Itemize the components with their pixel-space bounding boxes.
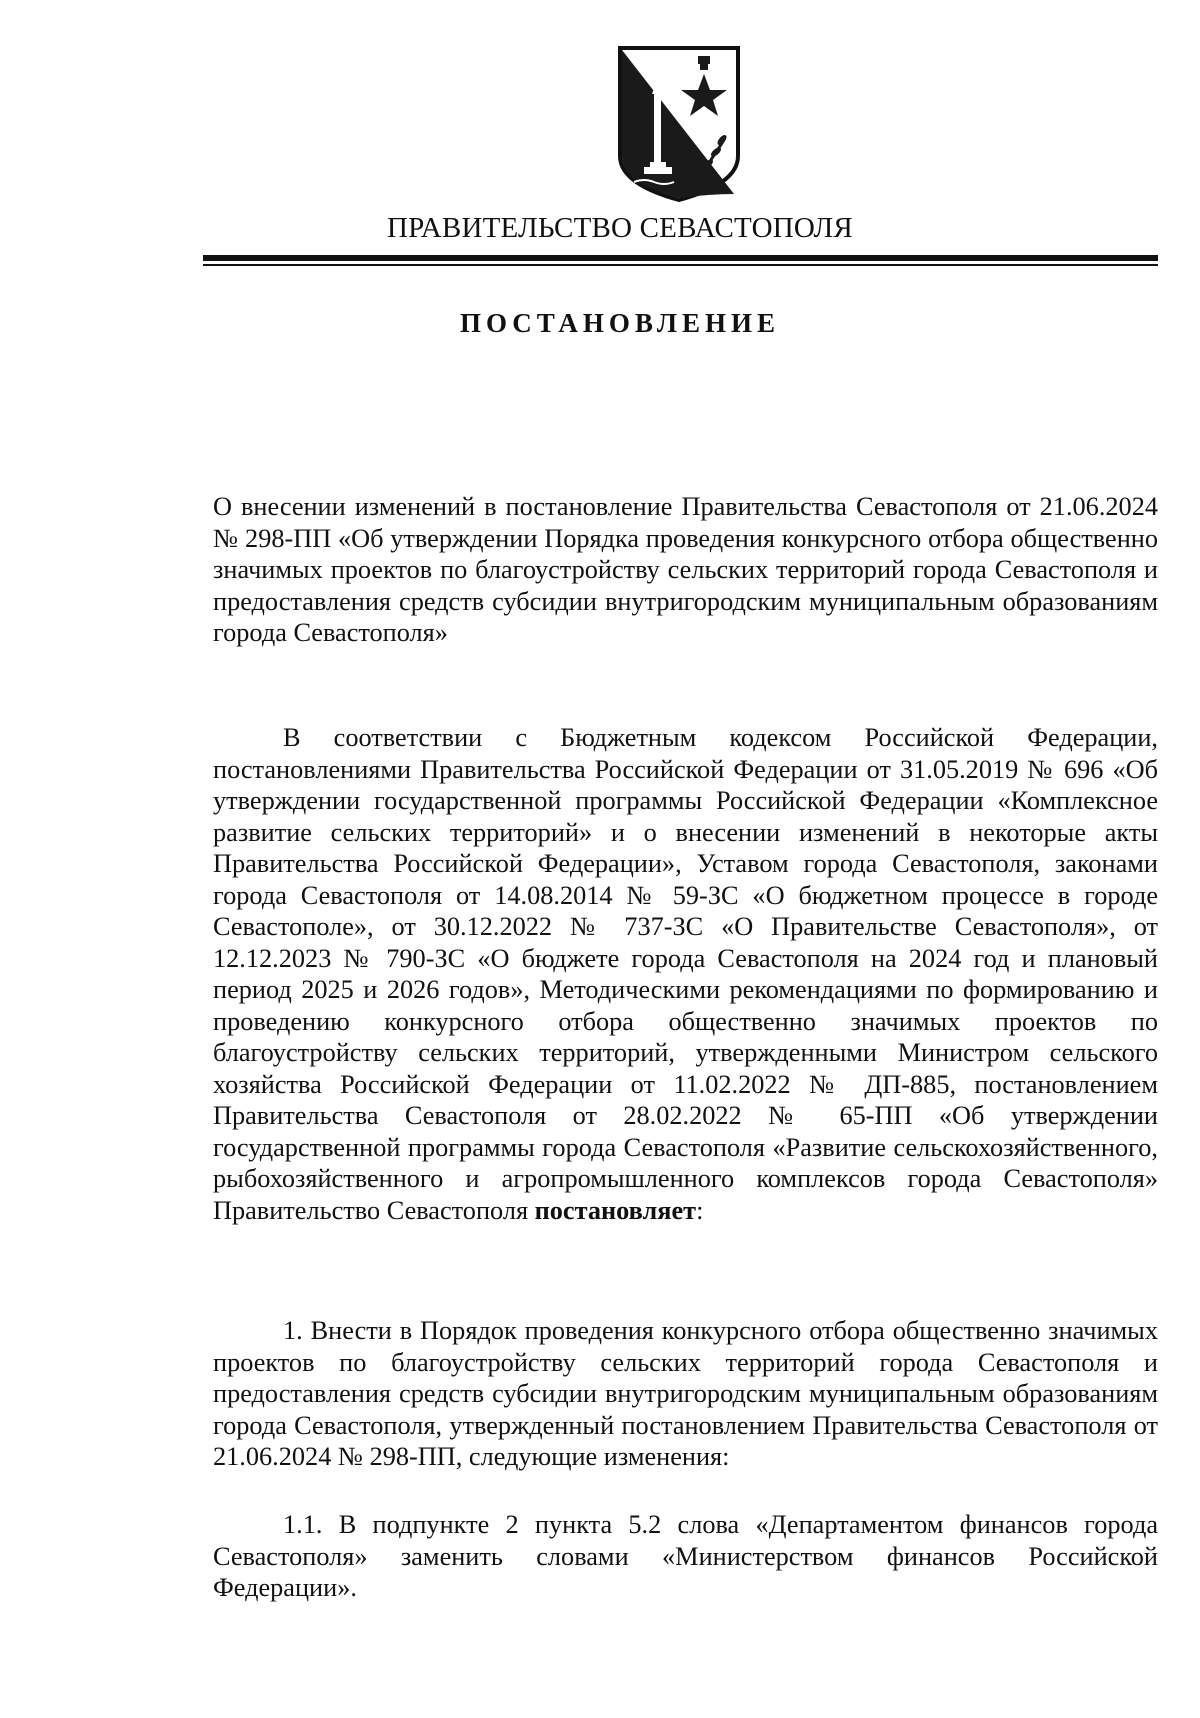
header-divider-thin bbox=[203, 264, 1158, 266]
decree-punct: : bbox=[696, 1195, 704, 1225]
document-type: ПОСТАНОВЛЕНИЕ bbox=[459, 308, 781, 338]
header-divider-thick bbox=[203, 255, 1158, 261]
item-1: 1. Внести в Порядок проведения конкурсного отбора общественно значимых проектов по благоустройству сельских территорий города Севастополя и предоставления средств субсидии внутригородским муниципальным образованиям города Севастополя, утвержденный постановлением Правительства Севастополя от 21.06.2024 № 298-ПП, следующие изменения: bbox=[213, 1316, 1158, 1471]
document-title: О внесении изменений в постановление Правительства Севастополя от 21.06.2024 № 298-ПП «Об утверждении Порядка проведения конкурсного отбора общественно значимых проектов по благоустройству сельских территорий города Севастополя и предоставления средств субсидии внутригородским муниципальным образованиям города Севастополя» bbox=[213, 492, 1158, 647]
preamble-text: В соответствии с Бюджетным кодексом Российской Федерации, постановлениями Правительства Российской Федерации от 31.05.2019 № 696 «Об утверждении государственной программы Российской Федерации «Комплексное развитие сельских территорий» и о внесении изменений в некоторые акты Правительства Российской Федерации», Уставом города Севастополя, законами города Севастополя от 14.08.2014 № 59-ЗС «О бюджетном процессе в городе Севастополе», от 30.12.2022 № 737-ЗС «О Правительстве Севастополя», от 12.12.2023 № 790-ЗС «О бюджете города Севастополя на 2024 год и плановый период 2025 и 2026 годов», Методическими рекомендациями по формированию и проведению конкурсного отбора общественно значимых проектов по благоустройству сельских территорий, утвержденными Министром сельского хозяйства Российской Федерации от 11.02.2022 № ДП-885, постановлением Правительства Севастополя от 28.02.2022 № 65-ПП «Об утверждении государственной программы города Севастополя «Развитие сельскохозяйственного, рыбохозяйственного и агропромышленного комплексов города Севастополя» Правительство Севастополя bbox=[213, 723, 1158, 1225]
preamble-paragraph bbox=[213, 722, 1158, 1226]
sevastopol-coat-of-arms-icon bbox=[614, 44, 744, 204]
organization-name: ПРАВИТЕЛЬСТВО СЕВАСТОПОЛЯ bbox=[387, 212, 853, 244]
item-1-1: 1.1. В подпункте 2 пункта 5.2 слова «Департаментом финансов города Севастополя» заменить словами «Министерством финансов Российской Федерации». bbox=[213, 1510, 1158, 1602]
decree-word: постановляет bbox=[534, 1195, 697, 1225]
